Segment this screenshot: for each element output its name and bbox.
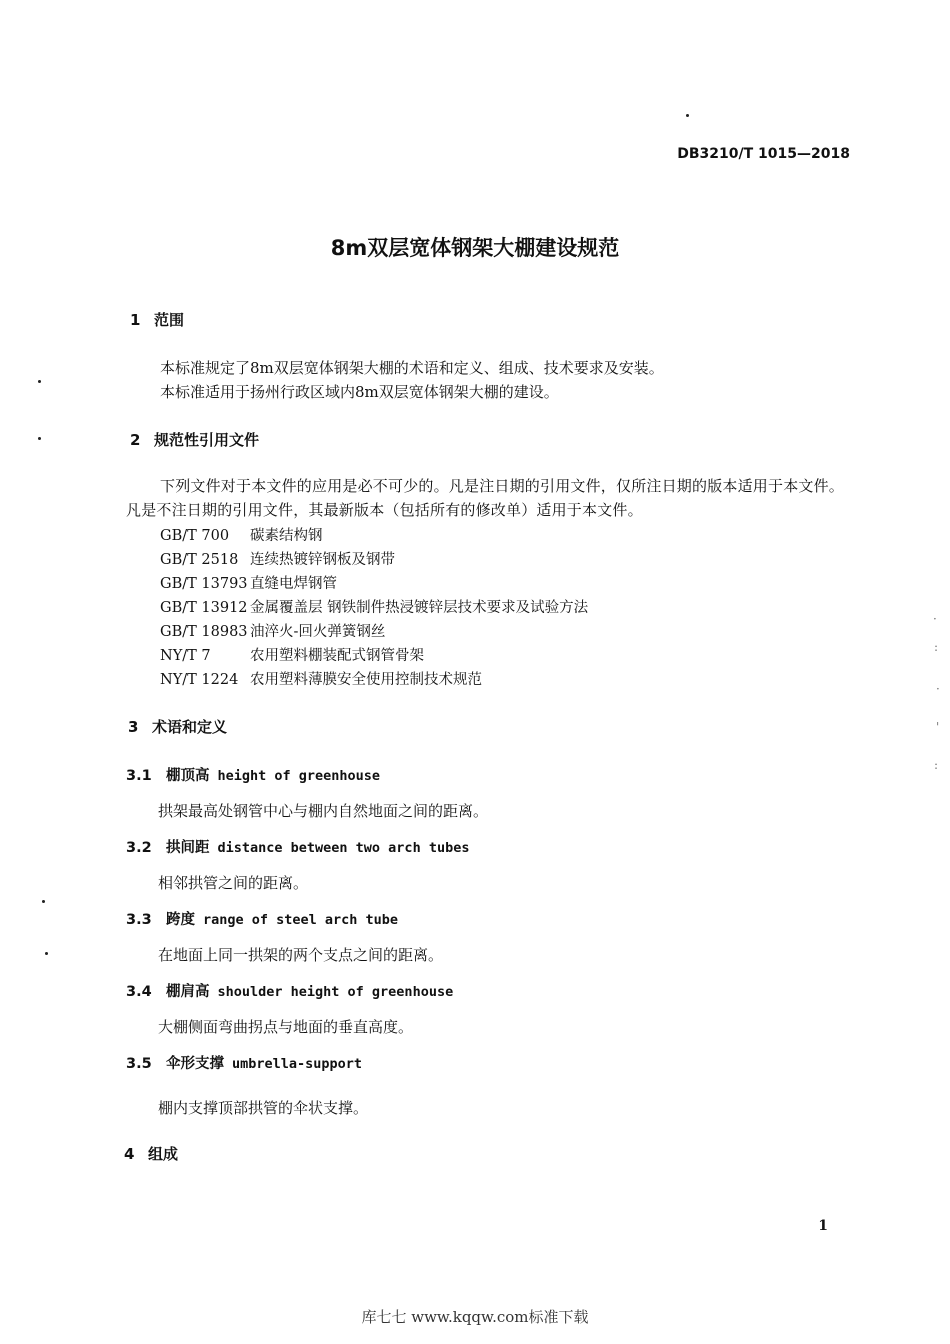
margin-artifact: ·	[933, 612, 937, 626]
section-1-paragraph-2: 本标准适用于扬州行政区域内8m双层宽体钢架大棚的建设。	[160, 383, 559, 401]
term-chinese: 跨度	[166, 912, 195, 928]
reference-row	[160, 620, 385, 641]
margin-artifact: :	[934, 640, 939, 654]
term-definition: 棚内支撑顶部拱管的伞状支撑。	[158, 1099, 369, 1117]
term-definition: 相邻拱管之间的距离。	[158, 874, 309, 892]
term-heading	[126, 980, 453, 1001]
term-english: umbrella-support	[232, 1056, 363, 1072]
reference-code: NY/T 1224	[160, 672, 239, 688]
section-1-number: 1	[130, 311, 141, 329]
term-heading	[126, 1052, 362, 1073]
term-definition: 拱架最高处钢管中心与棚内自然地面之间的距离。	[158, 802, 489, 820]
section-3-number: 3	[128, 718, 139, 736]
term-number: 3.2	[126, 840, 152, 856]
term-chinese: 棚肩高	[166, 984, 210, 1000]
section-4-title: 组成	[148, 1145, 179, 1163]
term-english: height of greenhouse	[217, 768, 381, 784]
section-1-paragraph-1: 本标准规定了8m双层宽体钢架大棚的术语和定义、组成、技术要求及安装。	[160, 359, 664, 377]
reference-title: 直缝电焊钢管	[250, 576, 337, 592]
section-1-heading	[130, 309, 184, 330]
term-definition: 大棚侧面弯曲拐点与地面的垂直高度。	[158, 1018, 414, 1036]
reference-code: GB/T 18983	[160, 624, 248, 640]
reference-row	[160, 668, 482, 689]
scan-speck	[45, 952, 48, 955]
section-2-heading	[130, 429, 259, 450]
term-number: 3.3	[126, 912, 152, 928]
section-4-heading	[124, 1143, 178, 1164]
document-code: DB3210/T 1015—2018	[677, 146, 850, 162]
reference-row	[160, 548, 395, 569]
reference-row	[160, 644, 424, 665]
term-number: 3.1	[126, 768, 152, 784]
term-heading	[126, 764, 380, 785]
scan-speck	[42, 900, 45, 903]
reference-row	[160, 596, 588, 617]
term-chinese: 棚顶高	[166, 768, 210, 784]
term-chinese: 伞形支撑	[166, 1056, 224, 1072]
page-number: 1	[818, 1218, 828, 1234]
term-number: 3.5	[126, 1056, 152, 1072]
reference-code: NY/T 7	[160, 648, 211, 664]
term-heading	[126, 836, 469, 857]
margin-artifact: ·	[936, 682, 940, 696]
term-english: shoulder height of greenhouse	[217, 984, 454, 1000]
section-3-title: 术语和定义	[152, 718, 228, 736]
term-english: distance between two arch tubes	[217, 840, 470, 856]
scan-speck	[38, 380, 41, 383]
section-2-title: 规范性引用文件	[154, 431, 260, 449]
scan-speck	[686, 114, 689, 117]
margin-artifact: :	[934, 758, 939, 772]
term-english: range of steel arch tube	[203, 912, 399, 928]
reference-code: GB/T 2518	[160, 552, 239, 568]
reference-row	[160, 572, 337, 593]
section-3-heading	[128, 716, 227, 737]
reference-title: 连续热镀锌钢板及钢带	[250, 552, 395, 568]
footer-watermark: 库七七 www.kqqw.com标准下载	[361, 1308, 589, 1326]
reference-code: GB/T 13912	[160, 600, 248, 616]
margin-artifact: '	[936, 720, 940, 734]
term-heading	[126, 908, 398, 929]
reference-title: 金属覆盖层 钢铁制件热浸镀锌层技术要求及试验方法	[250, 600, 589, 616]
reference-title: 碳素结构钢	[250, 528, 323, 544]
scan-speck	[38, 437, 41, 440]
reference-title: 油淬火-回火弹簧钢丝	[250, 624, 386, 640]
document-title: 8m双层宽体钢架大棚建设规范	[330, 236, 620, 260]
section-1-title: 范围	[154, 311, 185, 329]
term-number: 3.4	[126, 984, 152, 1000]
reference-code: GB/T 13793	[160, 576, 248, 592]
section-2-intro: 下列文件对于本文件的应用是必不可少的。凡是注日期的引用文件，仅所注日期的版本适用于本文件。凡是不注日期的引用文件，其最新版本（包括所有的修改单）适用于本文件。	[126, 477, 845, 519]
section-4-number: 4	[124, 1145, 135, 1163]
reference-code: GB/T 700	[160, 528, 230, 544]
reference-title: 农用塑料薄膜安全使用控制技术规范	[250, 672, 482, 688]
term-chinese: 拱间距	[166, 840, 210, 856]
reference-row	[160, 524, 323, 545]
reference-title: 农用塑料棚装配式钢管骨架	[250, 648, 424, 664]
term-definition: 在地面上同一拱架的两个支点之间的距离。	[158, 946, 444, 964]
section-2-number: 2	[130, 431, 141, 449]
